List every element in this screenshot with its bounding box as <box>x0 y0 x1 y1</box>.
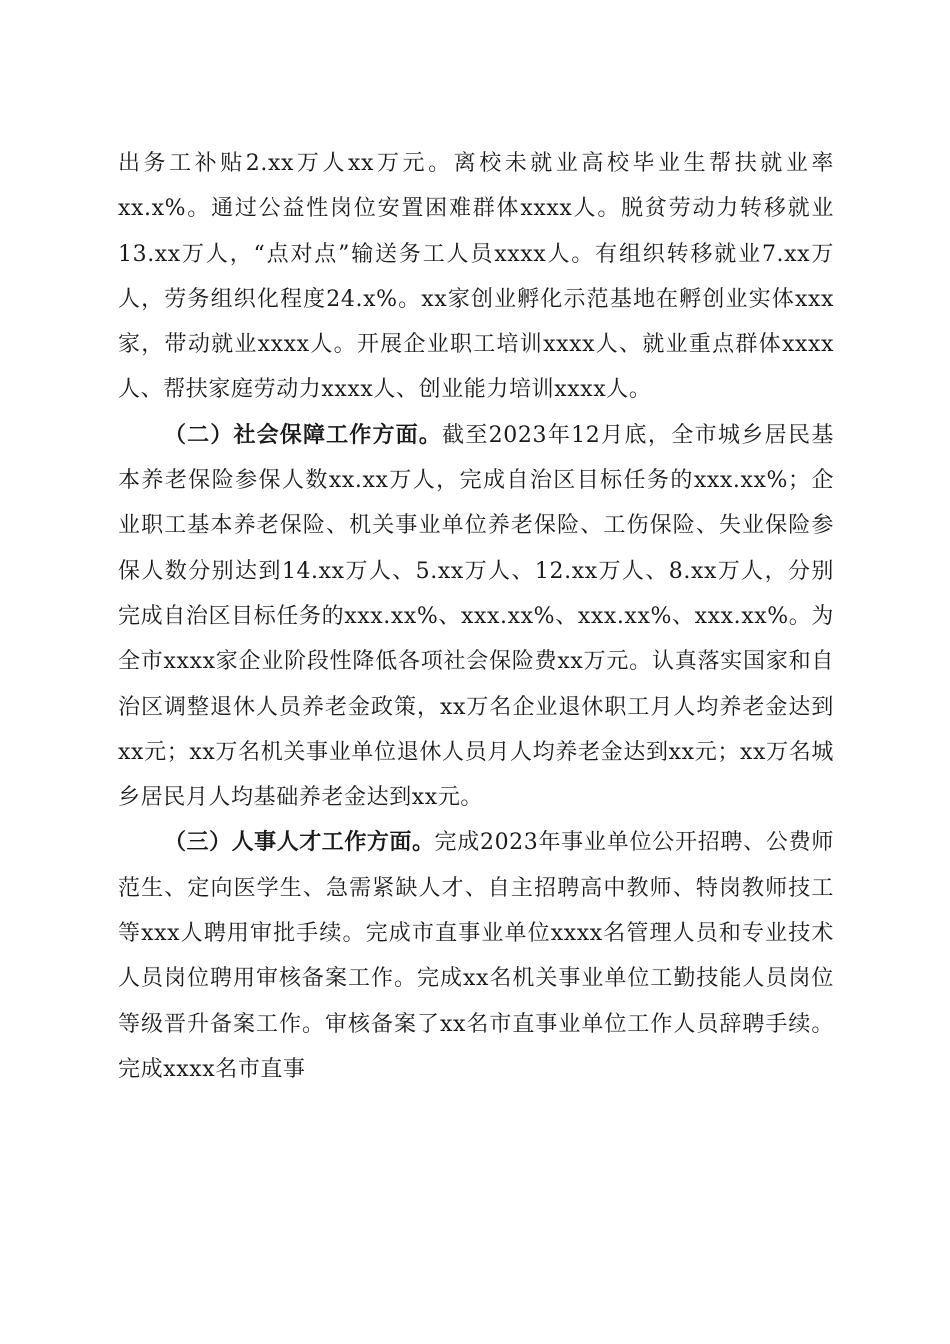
paragraph-personnel-talent <box>118 820 834 1092</box>
paragraph-social-security <box>118 413 834 821</box>
document-body <box>118 141 834 1092</box>
paragraph-employment-continued <box>118 141 834 413</box>
section-heading-personnel-talent: （三）人事人才工作方面。 <box>164 830 435 856</box>
paragraph-text: 完成2023年事业单位公开招聘、公费师范生、定向医学生、急需紧缺人才、自主招聘高中教师、特岗教师技工等xxx人聘用审批手续。完成市直事业单位xxxx名管理人员和专业技术人员岗位聘用审核备案工作。完成xx名机关事业单位工勤技能人员岗位等级晋升备案工作。审核备案了xx名市直事业单位工作人员辞聘手续。完成xxxx名市直事 <box>118 830 834 1082</box>
paragraph-text: 出务工补贴2.xx万人xx万元。离校未就业高校毕业生帮扶就业率xx.x%。通过公益性岗位安置困难群体xxxx人。脱贫劳动力转移就业13.xx万人，“点对点”输送务工人员xxxx人。有组织转移就业7.xx万人，劳务组织化程度24.x%。xx家创业孵化示范基地在孵创业实体xxx家，带动就业xxxx人。开展企业职工培训xxxx人、就业重点群体xxxx人、帮扶家庭劳动力xxxx人、创业能力培训xxxx人。 <box>118 151 834 403</box>
section-heading-social-security: （二）社会保障工作方面。 <box>164 422 442 448</box>
paragraph-text: 截至2023年12月底，全市城乡居民基本养老保险参保人数xx.xx万人，完成自治区目标任务的xxx.xx%；企业职工基本养老保险、机关事业单位养老保险、工伤保险、失业保险参保人数分别达到14.xx万人、5.xx万人、12.xx万人、8.xx万人，分别完成自治区目标任务的xxx.xx%、xxx.xx%、xxx.xx%、xxx.xx%。为全市xxxx家企业阶段性降低各项社会保险费xx万元。认真落实国家和自治区调整退休人员养老金政策，xx万名企业退休职工月人均养老金达到xx元；xx万名机关事业单位退休人员月人均养老金达到xx元；xx万名城乡居民月人均基础养老金达到xx元。 <box>118 422 834 811</box>
